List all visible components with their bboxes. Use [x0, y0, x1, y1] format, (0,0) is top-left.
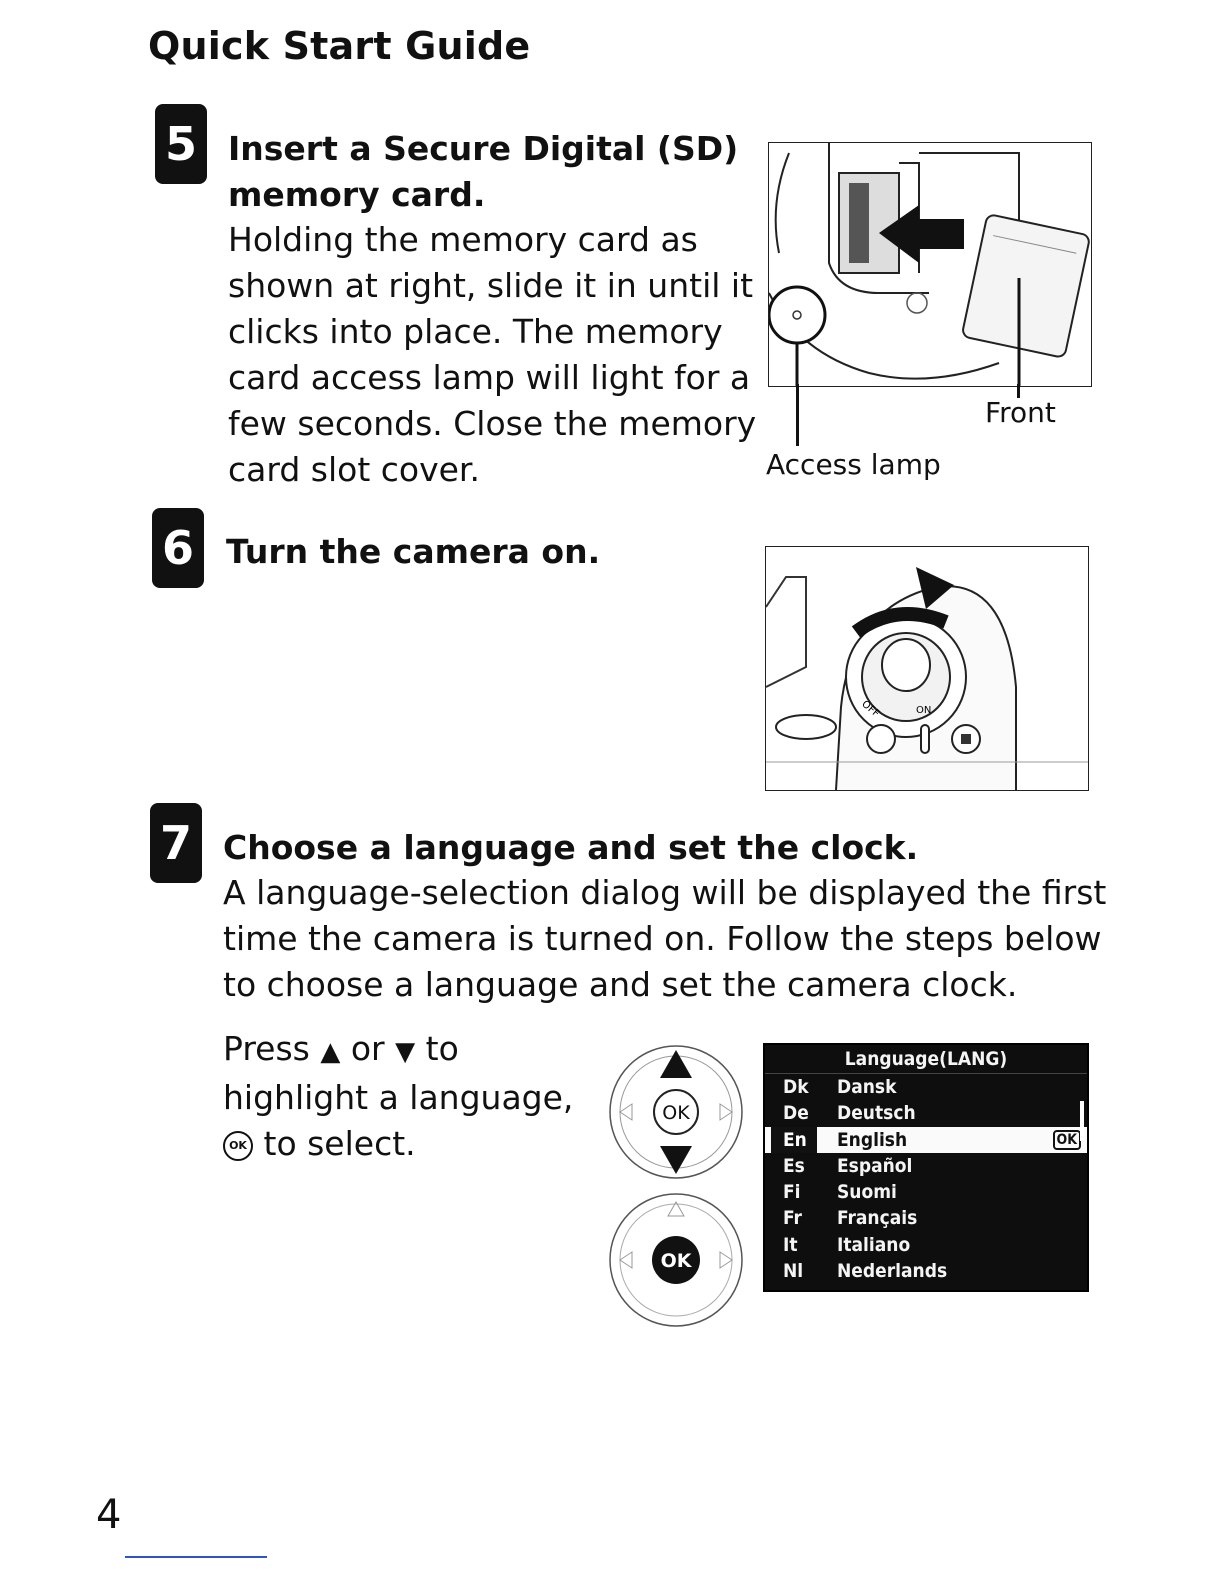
step-5-body-line: shown at right, slide it in until it — [228, 266, 754, 305]
ok-button-icon: OK — [223, 1131, 253, 1161]
step-5-title — [228, 126, 738, 218]
instruction-line3 — [223, 1121, 573, 1167]
language-item[interactable] — [765, 1232, 1087, 1258]
language-item[interactable] — [765, 1100, 1087, 1126]
access-lamp-label: Access lamp — [766, 448, 941, 481]
step-7-body-line: time the camera is turned on. Follow the steps below — [223, 919, 1102, 958]
ok-label-bottom: OK — [660, 1250, 692, 1272]
or-word: or — [350, 1029, 385, 1068]
page-number: 4 — [96, 1492, 122, 1538]
language-code: De — [783, 1102, 809, 1125]
multi-selector-ok-press — [606, 1190, 746, 1330]
step-5-title-line2: memory card. — [228, 175, 486, 214]
language-name: Dansk — [837, 1076, 897, 1098]
language-item-selected[interactable] — [765, 1127, 1087, 1153]
language-name: Suomi — [837, 1181, 897, 1204]
ok-confirm-icon: OK — [1053, 1130, 1081, 1150]
language-code: Dk — [783, 1076, 809, 1098]
footer-rule — [125, 1556, 267, 1558]
language-code: It — [783, 1233, 798, 1256]
step-7-title: Choose a language and set the clock. — [223, 828, 919, 867]
menu-scrollbar[interactable] — [1080, 1101, 1084, 1141]
step-7-body-line: to choose a language and set the camera clock. — [223, 965, 1018, 1004]
ok-label-top: OK — [662, 1102, 690, 1124]
step-5-body-line: card slot cover. — [228, 450, 480, 489]
instruction-line1 — [223, 1026, 573, 1075]
step-6-badge: 6 — [152, 508, 204, 588]
step-7-badge: 7 — [150, 803, 202, 883]
language-menu-title: Language(LANG) — [765, 1045, 1087, 1074]
step-7-body — [223, 870, 1106, 1008]
language-item[interactable] — [765, 1179, 1087, 1205]
multi-selector-drawing — [606, 1042, 746, 1182]
language-item[interactable] — [765, 1205, 1087, 1231]
language-item[interactable] — [765, 1153, 1087, 1179]
access-lamp-leader — [796, 384, 799, 446]
step-6-title: Turn the camera on. — [226, 532, 601, 571]
sd-card-drawing — [769, 143, 1091, 386]
step-5-body-line: card access lamp will light for a — [228, 358, 751, 397]
power-on-label: ON — [916, 705, 932, 716]
step-5-body-line: Holding the memory card as — [228, 220, 698, 259]
language-name: Español — [837, 1154, 913, 1177]
multi-selector-up-down — [606, 1042, 746, 1182]
step-5-badge: 5 — [155, 104, 207, 184]
language-name: English — [837, 1128, 908, 1151]
step-7-instruction — [223, 1026, 573, 1167]
to-select-text: to select. — [263, 1124, 416, 1163]
power-switch-drawing — [766, 547, 1088, 790]
language-name: Nederlands — [837, 1260, 948, 1283]
to-word: to — [425, 1029, 459, 1068]
power-switch-illustration — [765, 546, 1089, 791]
step-5-title-line1: Insert a Secure Digital (SD) — [228, 129, 739, 168]
language-item[interactable] — [765, 1258, 1087, 1284]
language-code: Fi — [783, 1181, 801, 1204]
language-name: Deutsch — [837, 1102, 916, 1125]
language-name: Français — [837, 1207, 918, 1230]
power-off-label: OFF — [859, 698, 882, 720]
language-menu-screen — [763, 1043, 1089, 1292]
language-code: Nl — [783, 1260, 804, 1283]
press-word: Press — [223, 1029, 310, 1068]
multi-selector-ok-drawing — [606, 1190, 746, 1330]
up-arrow-icon: ▲ — [320, 1037, 341, 1067]
step-5-body-line: few seconds. Close the memory — [228, 404, 757, 443]
step-5-body-line: clicks into place. The memory — [228, 312, 723, 351]
language-code: En — [771, 1127, 817, 1153]
step-7-body-line: A language-selection dialog will be displayed the first — [223, 873, 1107, 912]
language-name: Italiano — [837, 1233, 911, 1256]
sd-card-illustration — [768, 142, 1092, 387]
language-item[interactable] — [765, 1074, 1087, 1100]
page-heading: Quick Start Guide — [148, 24, 531, 68]
instruction-line2: highlight a language, — [223, 1078, 574, 1117]
front-label: Front — [985, 396, 1056, 429]
step-5-body — [228, 217, 756, 493]
down-arrow-icon: ▼ — [395, 1037, 416, 1067]
language-code: Es — [783, 1154, 805, 1177]
language-code: Fr — [783, 1207, 802, 1230]
